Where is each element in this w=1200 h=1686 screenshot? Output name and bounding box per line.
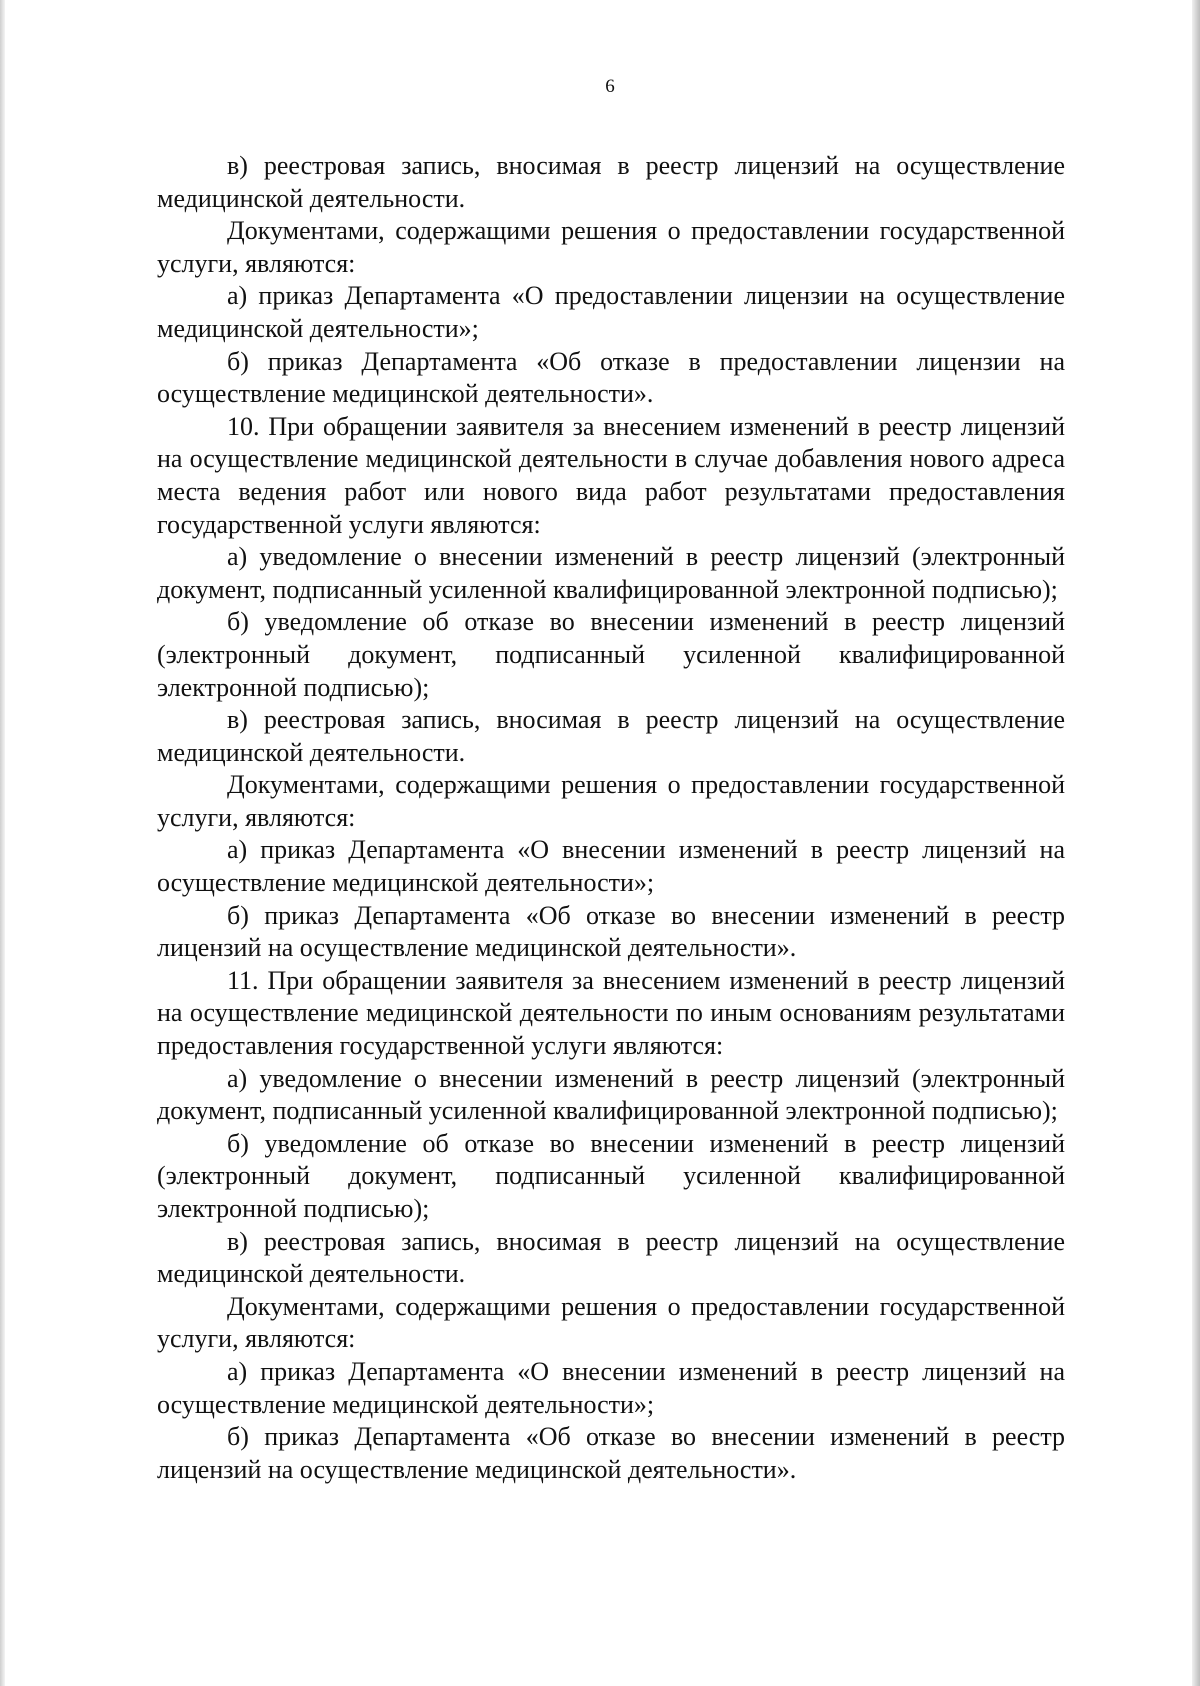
- paragraph-12: 11. При обращении заявителя за внесением изменений в реестр лицензий на осуществление медицинской деятельности по иным основаниям результатами предоставления государственной услуги являются:: [157, 965, 1065, 1061]
- paragraph-14: б) уведомление об отказе во внесении изменений в реестр лицензий (электронный документ, подписанный усиленной квалифицированной электронной подписью);: [157, 1128, 1065, 1223]
- page-number: 6: [605, 76, 615, 97]
- document-body: [157, 150, 1065, 1486]
- paragraph-11: б) приказ Департамента «Об отказе во внесении изменений в реестр лицензий на осуществление медицинской деятельности».: [157, 900, 1065, 963]
- paragraph-9: Документами, содержащими решения о предоставлении государственной услуги, являются:: [157, 770, 1065, 832]
- paragraph-10: а) приказ Департамента «О внесении изменений в реестр лицензий на осуществление медицинской деятельности»;: [157, 835, 1065, 898]
- paragraph-13: а) уведомление о внесении изменений в реестр лицензий (электронный документ, подписанный усиленной квалифицированной электронной подписью);: [157, 1063, 1065, 1126]
- paragraph-1: в) реестровая запись, вносимая в реестр лицензий на осуществление медицинской деятельности.: [157, 151, 1065, 213]
- paragraph-4: б) приказ Департамента «Об отказе в предоставлении лицензии на осуществление медицинской деятельности».: [157, 346, 1065, 409]
- paragraph-17: а) приказ Департамента «О внесении изменений в реестр лицензий на осуществление медицинской деятельности»;: [157, 1356, 1065, 1419]
- paragraph-5: 10. При обращении заявителя за внесением изменений в реестр лицензий на осуществление медицинской деятельности в случае добавления нового адреса места ведения работ или нового вида работ результатами предоставления государственной услуги являются:: [157, 411, 1065, 539]
- paragraph-7: б) уведомление об отказе во внесении изменений в реестр лицензий (электронный документ, подписанный усиленной квалифицированной электронной подписью);: [157, 607, 1065, 702]
- paragraph-15: в) реестровая запись, вносимая в реестр лицензий на осуществление медицинской деятельности.: [157, 1226, 1065, 1289]
- paragraph-18: б) приказ Департамента «Об отказе во внесении изменений в реестр лицензий на осуществление медицинской деятельности».: [157, 1422, 1065, 1484]
- scan-edge-left: [0, 0, 5, 1686]
- paragraph-2: Документами, содержащими решения о предоставлении государственной услуги, являются:: [157, 216, 1065, 278]
- paragraph-8: в) реестровая запись, вносимая в реестр лицензий на осуществление медицинской деятельности.: [157, 705, 1065, 767]
- paragraph-3: а) приказ Департамента «О предоставлении лицензии на осуществление медицинской деятельности»;: [157, 281, 1065, 343]
- paragraph-16: Документами, содержащими решения о предоставлении государственной услуги, являются:: [157, 1291, 1065, 1354]
- scan-edge-right: [1192, 0, 1200, 1686]
- paragraph-6: а) уведомление о внесении изменений в реестр лицензий (электронный документ, подписанный усиленной квалифицированной электронной подписью);: [157, 542, 1065, 604]
